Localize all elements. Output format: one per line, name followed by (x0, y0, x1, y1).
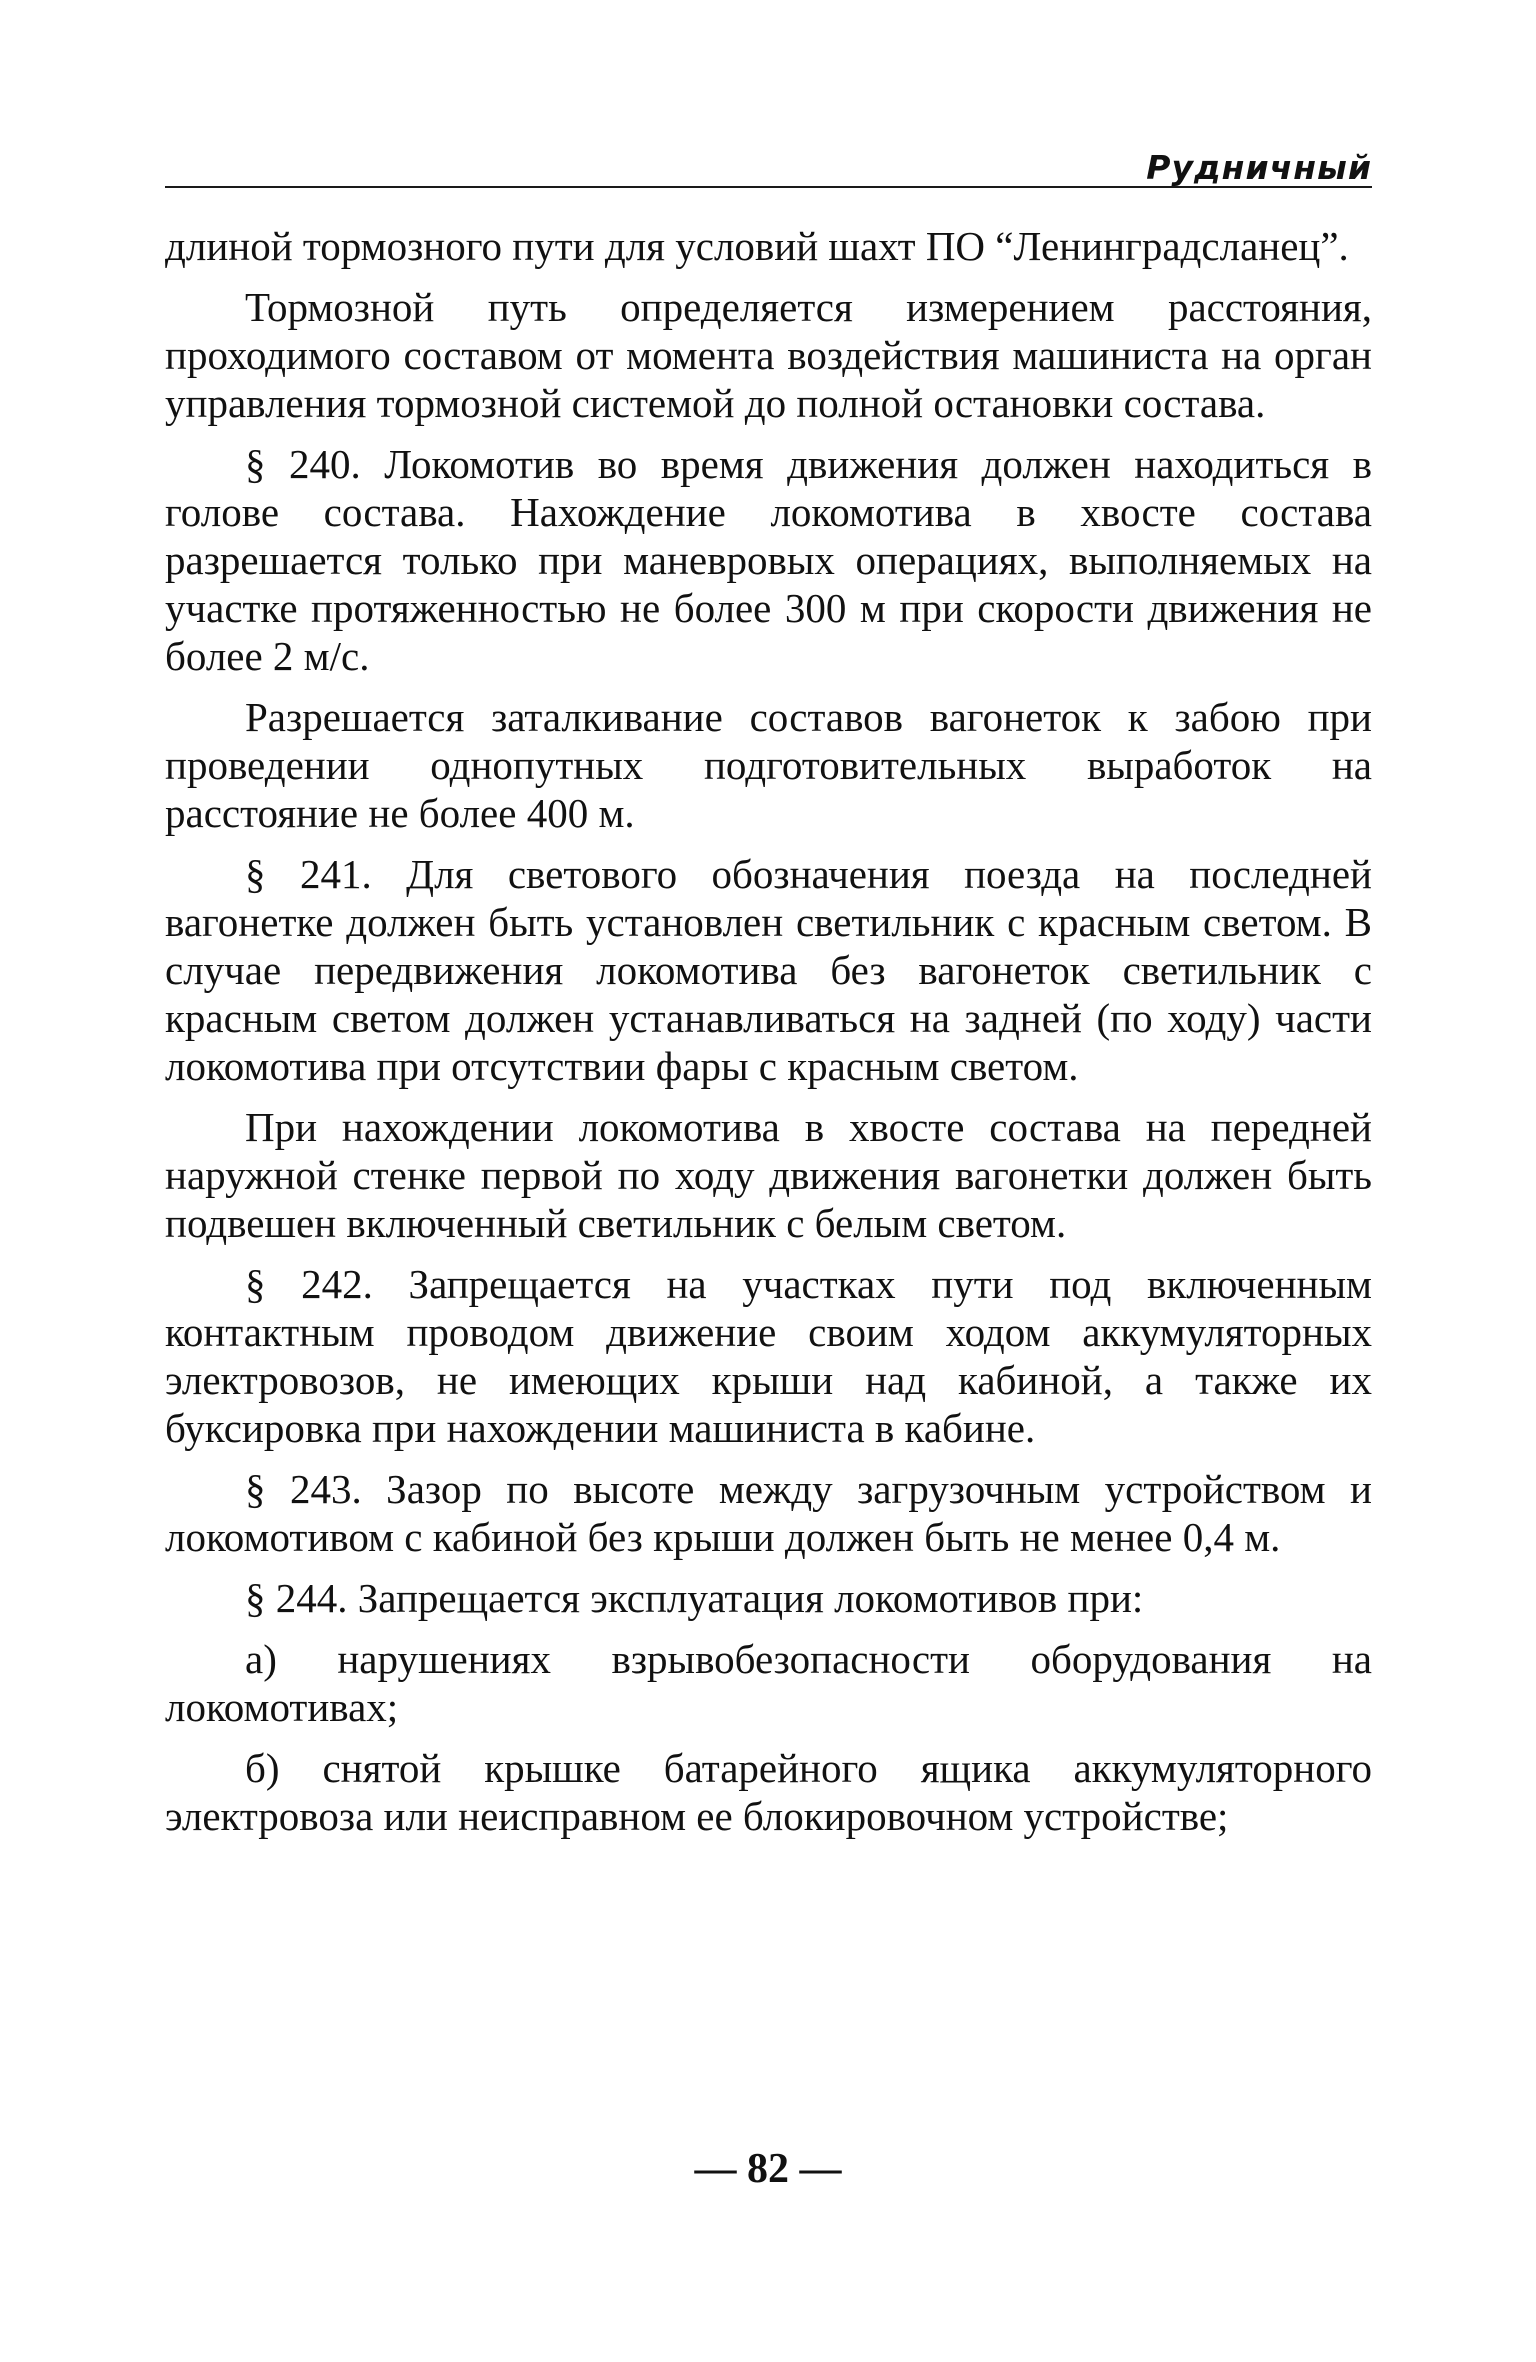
running-head-title: Рудничный (1146, 148, 1372, 187)
paragraph-pushing-trains: Разрешается заталкивание составов вагонеток к забою при проведении однопутных подготовительных выработок на расстояние не более 400 м. (165, 694, 1372, 836)
body-text (165, 222, 1372, 1853)
paragraph-section-240: § 240. Локомотив во время движения должен находиться в голове состава. Нахождение локомотива в хвосте состава разрешается только при маневровых операциях, выполняемых на участке протяженностью не более 300 м при скорости движения не более 2 м/с. (165, 441, 1372, 679)
list-item-b: б) снятой крышке батарейного ящика аккумуляторного электровоза или неисправном ее блокировочном устройстве; (165, 1745, 1372, 1839)
paragraph-section-241: § 241. Для светового обозначения поезда на последней вагонетке должен быть установлен светильник с красным светом. В случае передвижения локомотива без вагонеток светильник с красным светом должен устанавливаться на задней (по ходу) части локомотива при отсутствии фары с красным светом. (165, 851, 1372, 1089)
paragraph-section-244: § 244. Запрещается эксплуатация локомотивов при: (245, 1575, 1144, 1621)
list-item-a: а) нарушениях взрывобезопасности оборудования на локомотивах; (165, 1636, 1372, 1730)
paragraph-braking-distance: Тормозной путь определяется измерением расстояния, проходимого составом от момента воздействия машиниста на орган управления тормозной системой до полной остановки состава. (165, 284, 1372, 426)
paragraph-white-light: При нахождении локомотива в хвосте состава на передней наружной стенке первой по ходу движения вагонетки должен быть подвешен включенный светильник с белым светом. (165, 1104, 1372, 1246)
paragraph-section-242: § 242. Запрещается на участках пути под включенным контактным проводом движение своим ходом аккумуляторных электровозов, не имеющих крыши над кабиной, а также их буксировка при нахождении машиниста в кабине. (165, 1261, 1372, 1451)
running-head (165, 142, 1372, 188)
paragraph-continuation: длиной тормозного пути для условий шахт ПО “Ленинградсланец”. (165, 223, 1349, 269)
paragraph-section-243: § 243. Зазор по высоте между загрузочным устройством и локомотивом с кабиной без крыши должен быть не менее 0,4 м. (165, 1466, 1372, 1560)
page-number: — 82 — (694, 2146, 842, 2192)
